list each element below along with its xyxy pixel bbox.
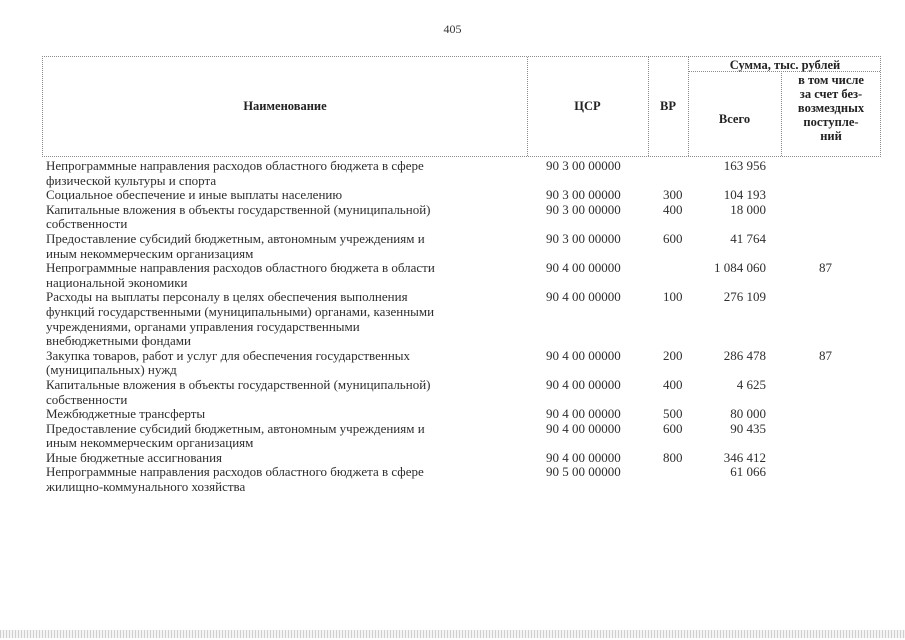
- row-total: 61 066: [730, 464, 766, 480]
- header-csr: ЦСР: [574, 99, 601, 113]
- row-name: [46, 232, 508, 261]
- row-total: 286 478: [723, 347, 766, 363]
- row-vr: 200: [663, 347, 683, 363]
- row-name: [46, 378, 508, 407]
- header-total: Всего: [718, 112, 751, 126]
- row-name-line: Предоставление субсидий бюджетным, автономным учреждениям и: [46, 420, 425, 436]
- row-total: 1 084 060: [714, 260, 766, 276]
- row-name-line: национальной экономики: [46, 274, 188, 290]
- row-name-line: Межбюджетные трансферты: [46, 406, 206, 422]
- row-total: 41 764: [730, 230, 766, 246]
- row-total: 80 000: [730, 406, 766, 422]
- row-csr: 90 3 00 00000: [546, 187, 621, 203]
- row-name-line: Капитальные вложения в объекты государственной (муниципальной): [46, 201, 431, 217]
- table-row: [46, 349, 881, 378]
- row-name: [46, 290, 508, 348]
- row-name: [46, 188, 508, 203]
- table-row: [46, 290, 881, 348]
- table-row: [46, 261, 881, 290]
- row-csr: 90 4 00 00000: [546, 449, 621, 465]
- header-including-line: ний: [820, 129, 842, 143]
- row-name: [46, 422, 508, 451]
- row-csr: 90 4 00 00000: [546, 289, 621, 305]
- table-body: [46, 159, 881, 495]
- row-name: [46, 203, 508, 232]
- row-vr: 300: [663, 187, 683, 203]
- row-total: 346 412: [723, 449, 766, 465]
- header-including-grants: [781, 73, 881, 143]
- table-row: [46, 451, 881, 466]
- table-row: [46, 422, 881, 451]
- row-vr: 800: [663, 449, 683, 465]
- header-including-line: за счет без-: [799, 87, 863, 101]
- row-vr: 100: [663, 289, 683, 305]
- row-including-grants: 87: [819, 260, 832, 276]
- table-row: [46, 465, 881, 494]
- header-sum-caption: Сумма, тыс. рублей: [729, 58, 841, 72]
- table-row: [46, 407, 881, 422]
- row-csr: 90 5 00 00000: [546, 464, 621, 480]
- header-vr: ВР: [660, 99, 676, 113]
- row-name-line: Закупка товаров, работ и услуг для обеспечения государственных: [46, 347, 411, 363]
- scan-edge: [0, 630, 905, 638]
- row-csr: 90 4 00 00000: [546, 376, 621, 392]
- row-name: [46, 159, 508, 188]
- row-vr: 600: [663, 420, 683, 436]
- row-csr: 90 4 00 00000: [546, 347, 621, 363]
- table-row: [46, 203, 881, 232]
- row-name-line: Иные бюджетные ассигнования: [46, 449, 223, 465]
- row-csr: 90 4 00 00000: [546, 260, 621, 276]
- row-vr: 400: [663, 201, 683, 217]
- row-total: 4 625: [736, 376, 766, 392]
- row-vr: 400: [663, 376, 683, 392]
- row-vr: 600: [663, 230, 683, 246]
- row-name-line: физической культуры и спорта: [46, 172, 217, 188]
- row-total: 18 000: [730, 201, 766, 217]
- header-including-line: возмездных: [797, 101, 865, 115]
- row-name-line: Предоставление субсидий бюджетным, автономным учреждениям и: [46, 230, 425, 246]
- row-name: [46, 465, 508, 494]
- row-name: [46, 261, 508, 290]
- row-total: 276 109: [723, 289, 766, 305]
- row-name-line: иным некоммерческим организациям: [46, 245, 254, 261]
- row-total: 104 193: [723, 187, 766, 203]
- row-name-line: Социальное обеспечение и иные выплаты населению: [46, 187, 343, 203]
- header-including-line: в том числе: [798, 73, 864, 87]
- row-csr: 90 3 00 00000: [546, 230, 621, 246]
- row-name-line: иным некоммерческим организациям: [46, 435, 254, 451]
- row-name-line: учреждениями, органами управления государственными: [46, 318, 360, 334]
- table-header: [42, 56, 881, 157]
- table-row: [46, 232, 881, 261]
- table-row: [46, 188, 881, 203]
- row-name-line: Непрограммные направления расходов областного бюджета в области: [46, 260, 435, 276]
- row-csr: 90 3 00 00000: [546, 158, 621, 173]
- page-number: 405: [443, 22, 462, 36]
- row-name-line: Расходы на выплаты персоналу в целях обеспечения выполнения: [46, 289, 408, 305]
- row-name-line: (муниципальных) нужд: [46, 362, 177, 378]
- row-name: [46, 407, 508, 422]
- row-including-grants: 87: [819, 347, 832, 363]
- row-name-line: Непрограммные направления расходов областного бюджета в сфере: [46, 158, 424, 173]
- row-name-line: собственности: [46, 391, 128, 407]
- row-total: 90 435: [730, 420, 766, 436]
- header-name: Наименование: [243, 99, 327, 113]
- header-including-line: поступле-: [803, 115, 859, 129]
- row-name: [46, 451, 508, 466]
- row-csr: 90 3 00 00000: [546, 201, 621, 217]
- row-csr: 90 4 00 00000: [546, 420, 621, 436]
- row-csr: 90 4 00 00000: [546, 406, 621, 422]
- row-name-line: Капитальные вложения в объекты государственной (муниципальной): [46, 376, 431, 392]
- row-name-line: внебюджетными фондами: [46, 333, 191, 349]
- row-name-line: функций государственными (муниципальными) органами, казенными: [46, 303, 435, 319]
- row-name-line: собственности: [46, 216, 128, 232]
- table-row: [46, 159, 881, 188]
- row-vr: 500: [663, 406, 683, 422]
- row-name-line: жилищно-коммунального хозяйства: [46, 479, 246, 495]
- row-total: 163 956: [723, 158, 766, 173]
- row-name-line: Непрограммные направления расходов областного бюджета в сфере: [46, 464, 424, 480]
- table-row: [46, 378, 881, 407]
- row-name: [46, 349, 508, 378]
